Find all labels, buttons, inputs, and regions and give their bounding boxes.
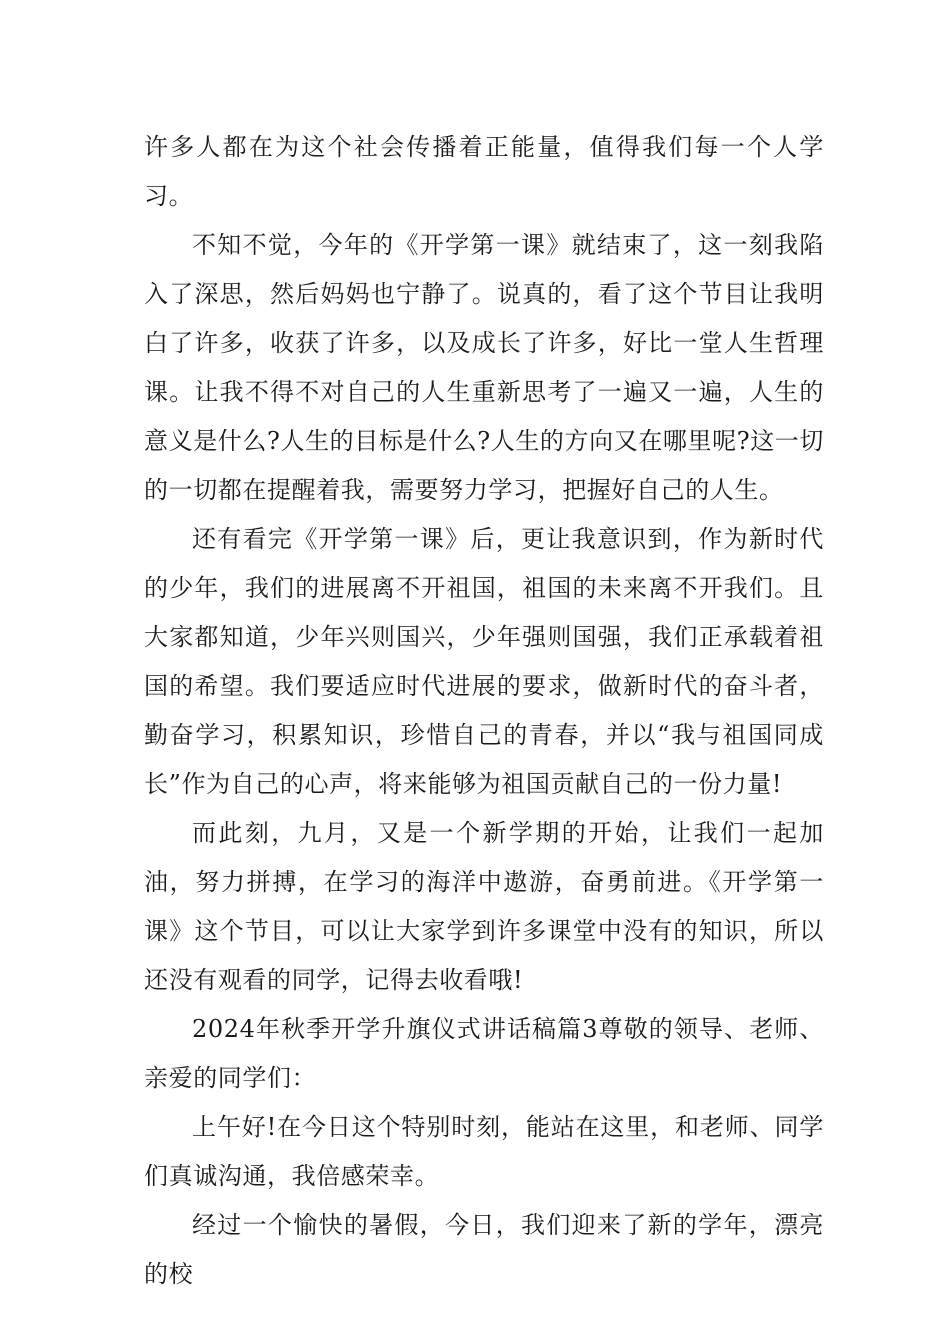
paragraph-5: 2024年秋季开学升旗仪式讲话稿篇3尊敬的领导、老师、亲爱的同学们： — [144, 1015, 824, 1092]
paragraph-1: 许多人都在为这个社会传播着正能量，值得我们每一个人学习。 — [144, 133, 824, 210]
paragraph-6: 上午好!在今日这个特别时刻，能站在这里，和老师、同学们真诚沟通，我倍感荣幸。 — [144, 1113, 824, 1190]
paragraph-7: 经过一个愉快的暑假，今日，我们迎来了新的学年，漂亮的校 — [144, 1211, 824, 1288]
paragraph-3: 还有看完《开学第一课》后，更让我意识到，作为新时代的少年，我们的进展离不开祖国，祖国的未来离不开我们。且大家都知道，少年兴则国兴，少年强则国强，我们正承载着祖国的希望。我们要适应时代进展的要求，做新时代的奋斗者，勤奋学习，积累知识，珍惜自己的青春，并以“我与祖国同成长”作为自己的心声，将来能够为祖国贡献自己的一份力量! — [144, 525, 824, 798]
document-page — [144, 123, 824, 1299]
paragraph-2: 不知不觉，今年的《开学第一课》就结束了，这一刻我陷入了深思，然后妈妈也宁静了。说真的，看了这个节目让我明白了许多，收获了许多，以及成长了许多，好比一堂人生哲理课。让我不得不对自己的人生重新思考了一遍又一遍，人生的意义是什么?人生的目标是什么?人生的方向又在哪里呢?这一切的一切都在提醒着我，需要努力学习，把握好自己的人生。 — [144, 231, 824, 504]
paragraph-4: 而此刻，九月，又是一个新学期的开始，让我们一起加油，努力拼搏，在学习的海洋中遨游，奋勇前进。《开学第一课》这个节目，可以让大家学到许多课堂中没有的知识，所以还没有观看的同学，记得去收看哦! — [144, 819, 824, 994]
